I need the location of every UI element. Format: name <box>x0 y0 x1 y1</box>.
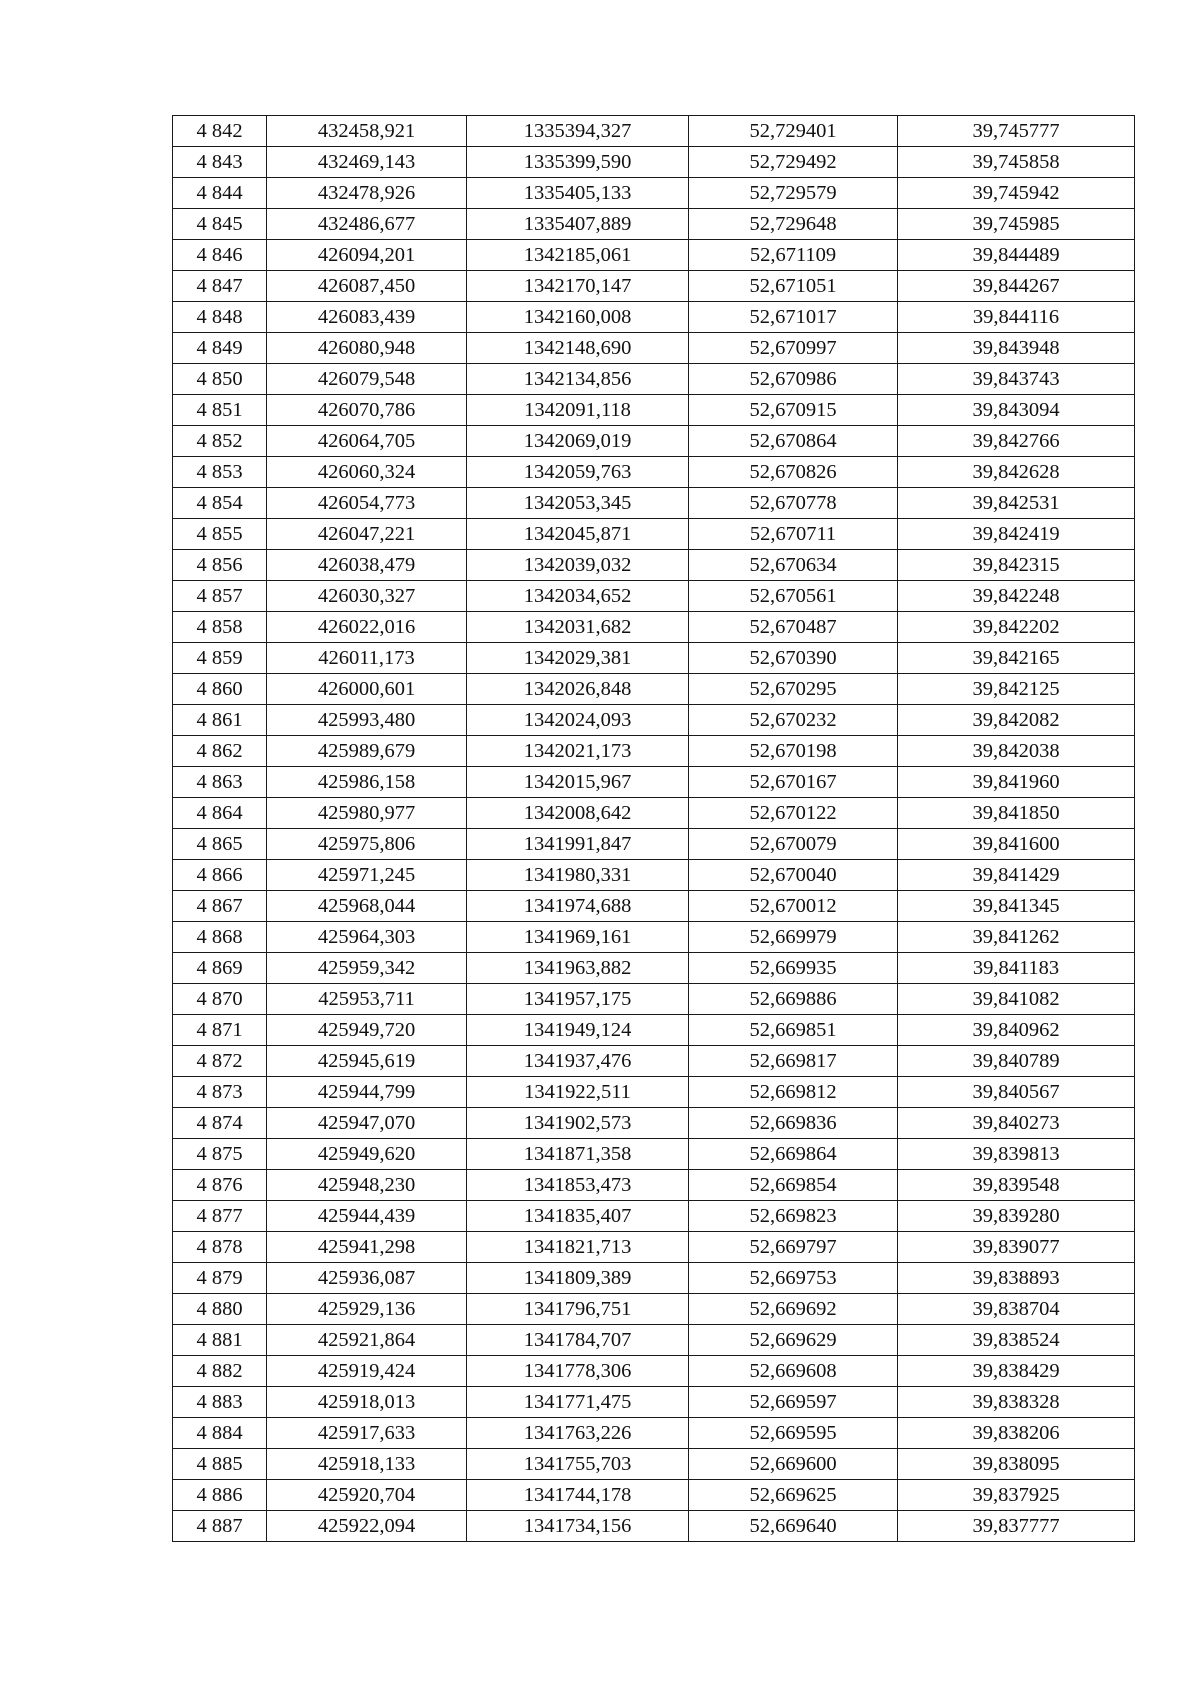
y-coordinate-cell: 1335405,133 <box>467 178 689 209</box>
latitude-cell: 52,670122 <box>689 798 898 829</box>
x-coordinate-cell: 426094,201 <box>267 240 467 271</box>
point-number-cell: 4 875 <box>173 1139 267 1170</box>
table-row <box>173 705 1135 736</box>
latitude-cell: 52,670012 <box>689 891 898 922</box>
longitude-cell: 39,838524 <box>898 1325 1135 1356</box>
y-coordinate-cell: 1341763,226 <box>467 1418 689 1449</box>
x-coordinate-cell: 425948,230 <box>267 1170 467 1201</box>
table-row <box>173 333 1135 364</box>
y-coordinate-cell: 1335399,590 <box>467 147 689 178</box>
latitude-cell: 52,670040 <box>689 860 898 891</box>
point-number-cell: 4 878 <box>173 1232 267 1263</box>
longitude-cell: 39,842165 <box>898 643 1135 674</box>
latitude-cell: 52,670997 <box>689 333 898 364</box>
x-coordinate-cell: 425918,133 <box>267 1449 467 1480</box>
y-coordinate-cell: 1341974,688 <box>467 891 689 922</box>
point-number-cell: 4 858 <box>173 612 267 643</box>
x-coordinate-cell: 425975,806 <box>267 829 467 860</box>
table-row <box>173 829 1135 860</box>
y-coordinate-cell: 1342015,967 <box>467 767 689 798</box>
point-number-cell: 4 851 <box>173 395 267 426</box>
x-coordinate-cell: 425920,704 <box>267 1480 467 1511</box>
longitude-cell: 39,839813 <box>898 1139 1135 1170</box>
point-number-cell: 4 870 <box>173 984 267 1015</box>
point-number-cell: 4 857 <box>173 581 267 612</box>
y-coordinate-cell: 1341902,573 <box>467 1108 689 1139</box>
longitude-cell: 39,745942 <box>898 178 1135 209</box>
y-coordinate-cell: 1342185,061 <box>467 240 689 271</box>
point-number-cell: 4 871 <box>173 1015 267 1046</box>
point-number-cell: 4 874 <box>173 1108 267 1139</box>
longitude-cell: 39,840789 <box>898 1046 1135 1077</box>
y-coordinate-cell: 1342021,173 <box>467 736 689 767</box>
table-row <box>173 1201 1135 1232</box>
table-row <box>173 426 1135 457</box>
x-coordinate-cell: 425919,424 <box>267 1356 467 1387</box>
x-coordinate-cell: 425936,087 <box>267 1263 467 1294</box>
y-coordinate-cell: 1341778,306 <box>467 1356 689 1387</box>
table-row <box>173 488 1135 519</box>
table-row <box>173 860 1135 891</box>
latitude-cell: 52,670711 <box>689 519 898 550</box>
table-row <box>173 1449 1135 1480</box>
latitude-cell: 52,670295 <box>689 674 898 705</box>
x-coordinate-cell: 425921,864 <box>267 1325 467 1356</box>
point-number-cell: 4 884 <box>173 1418 267 1449</box>
table-row <box>173 1263 1135 1294</box>
x-coordinate-cell: 426087,450 <box>267 271 467 302</box>
latitude-cell: 52,669854 <box>689 1170 898 1201</box>
table-row <box>173 1015 1135 1046</box>
x-coordinate-cell: 425959,342 <box>267 953 467 984</box>
y-coordinate-cell: 1342039,032 <box>467 550 689 581</box>
latitude-cell: 52,729648 <box>689 209 898 240</box>
longitude-cell: 39,842766 <box>898 426 1135 457</box>
y-coordinate-cell: 1342134,856 <box>467 364 689 395</box>
y-coordinate-cell: 1342059,763 <box>467 457 689 488</box>
table-row <box>173 1387 1135 1418</box>
longitude-cell: 39,838893 <box>898 1263 1135 1294</box>
latitude-cell: 52,670561 <box>689 581 898 612</box>
y-coordinate-cell: 1342069,019 <box>467 426 689 457</box>
y-coordinate-cell: 1341809,389 <box>467 1263 689 1294</box>
point-number-cell: 4 846 <box>173 240 267 271</box>
longitude-cell: 39,842531 <box>898 488 1135 519</box>
y-coordinate-cell: 1342026,848 <box>467 674 689 705</box>
point-number-cell: 4 880 <box>173 1294 267 1325</box>
point-number-cell: 4 852 <box>173 426 267 457</box>
point-number-cell: 4 864 <box>173 798 267 829</box>
table-row <box>173 364 1135 395</box>
point-number-cell: 4 873 <box>173 1077 267 1108</box>
y-coordinate-cell: 1342008,642 <box>467 798 689 829</box>
longitude-cell: 39,841600 <box>898 829 1135 860</box>
x-coordinate-cell: 426011,173 <box>267 643 467 674</box>
point-number-cell: 4 849 <box>173 333 267 364</box>
point-number-cell: 4 883 <box>173 1387 267 1418</box>
point-number-cell: 4 882 <box>173 1356 267 1387</box>
longitude-cell: 39,745858 <box>898 147 1135 178</box>
longitude-cell: 39,839077 <box>898 1232 1135 1263</box>
longitude-cell: 39,840962 <box>898 1015 1135 1046</box>
point-number-cell: 4 855 <box>173 519 267 550</box>
table-row <box>173 116 1135 147</box>
table-row <box>173 767 1135 798</box>
longitude-cell: 39,842419 <box>898 519 1135 550</box>
point-number-cell: 4 854 <box>173 488 267 519</box>
x-coordinate-cell: 426080,948 <box>267 333 467 364</box>
point-number-cell: 4 861 <box>173 705 267 736</box>
x-coordinate-cell: 426022,016 <box>267 612 467 643</box>
y-coordinate-cell: 1341755,703 <box>467 1449 689 1480</box>
table-row <box>173 302 1135 333</box>
table-row <box>173 798 1135 829</box>
x-coordinate-cell: 426038,479 <box>267 550 467 581</box>
y-coordinate-cell: 1342034,652 <box>467 581 689 612</box>
latitude-cell: 52,669629 <box>689 1325 898 1356</box>
x-coordinate-cell: 432469,143 <box>267 147 467 178</box>
point-number-cell: 4 867 <box>173 891 267 922</box>
y-coordinate-cell: 1341744,178 <box>467 1480 689 1511</box>
latitude-cell: 52,670198 <box>689 736 898 767</box>
longitude-cell: 39,842202 <box>898 612 1135 643</box>
point-number-cell: 4 845 <box>173 209 267 240</box>
table-row <box>173 1356 1135 1387</box>
point-number-cell: 4 885 <box>173 1449 267 1480</box>
latitude-cell: 52,729579 <box>689 178 898 209</box>
point-number-cell: 4 844 <box>173 178 267 209</box>
y-coordinate-cell: 1342029,381 <box>467 643 689 674</box>
y-coordinate-cell: 1341980,331 <box>467 860 689 891</box>
x-coordinate-cell: 426070,786 <box>267 395 467 426</box>
latitude-cell: 52,669886 <box>689 984 898 1015</box>
longitude-cell: 39,841262 <box>898 922 1135 953</box>
table-row <box>173 612 1135 643</box>
x-coordinate-cell: 425971,245 <box>267 860 467 891</box>
latitude-cell: 52,669935 <box>689 953 898 984</box>
longitude-cell: 39,840567 <box>898 1077 1135 1108</box>
y-coordinate-cell: 1335407,889 <box>467 209 689 240</box>
coordinates-table <box>172 115 1135 1542</box>
x-coordinate-cell: 426000,601 <box>267 674 467 705</box>
x-coordinate-cell: 426064,705 <box>267 426 467 457</box>
x-coordinate-cell: 432478,926 <box>267 178 467 209</box>
longitude-cell: 39,838328 <box>898 1387 1135 1418</box>
latitude-cell: 52,669692 <box>689 1294 898 1325</box>
point-number-cell: 4 850 <box>173 364 267 395</box>
latitude-cell: 52,670826 <box>689 457 898 488</box>
table-row <box>173 922 1135 953</box>
longitude-cell: 39,839280 <box>898 1201 1135 1232</box>
table-row <box>173 1170 1135 1201</box>
latitude-cell: 52,670487 <box>689 612 898 643</box>
point-number-cell: 4 872 <box>173 1046 267 1077</box>
point-number-cell: 4 843 <box>173 147 267 178</box>
point-number-cell: 4 842 <box>173 116 267 147</box>
table-row <box>173 1108 1135 1139</box>
y-coordinate-cell: 1341871,358 <box>467 1139 689 1170</box>
point-number-cell: 4 881 <box>173 1325 267 1356</box>
x-coordinate-cell: 425968,044 <box>267 891 467 922</box>
y-coordinate-cell: 1341957,175 <box>467 984 689 1015</box>
table-row <box>173 1480 1135 1511</box>
latitude-cell: 52,671051 <box>689 271 898 302</box>
longitude-cell: 39,842315 <box>898 550 1135 581</box>
longitude-cell: 39,841960 <box>898 767 1135 798</box>
point-number-cell: 4 865 <box>173 829 267 860</box>
x-coordinate-cell: 425944,439 <box>267 1201 467 1232</box>
latitude-cell: 52,729492 <box>689 147 898 178</box>
longitude-cell: 39,844267 <box>898 271 1135 302</box>
latitude-cell: 52,671017 <box>689 302 898 333</box>
x-coordinate-cell: 426083,439 <box>267 302 467 333</box>
x-coordinate-cell: 425953,711 <box>267 984 467 1015</box>
x-coordinate-cell: 425993,480 <box>267 705 467 736</box>
y-coordinate-cell: 1342024,093 <box>467 705 689 736</box>
x-coordinate-cell: 425989,679 <box>267 736 467 767</box>
y-coordinate-cell: 1342091,118 <box>467 395 689 426</box>
latitude-cell: 52,670634 <box>689 550 898 581</box>
point-number-cell: 4 877 <box>173 1201 267 1232</box>
longitude-cell: 39,843743 <box>898 364 1135 395</box>
y-coordinate-cell: 1341821,713 <box>467 1232 689 1263</box>
x-coordinate-cell: 425986,158 <box>267 767 467 798</box>
y-coordinate-cell: 1341963,882 <box>467 953 689 984</box>
longitude-cell: 39,841082 <box>898 984 1135 1015</box>
latitude-cell: 52,669797 <box>689 1232 898 1263</box>
latitude-cell: 52,669851 <box>689 1015 898 1046</box>
longitude-cell: 39,843948 <box>898 333 1135 364</box>
x-coordinate-cell: 425922,094 <box>267 1511 467 1542</box>
x-coordinate-cell: 426060,324 <box>267 457 467 488</box>
latitude-cell: 52,670232 <box>689 705 898 736</box>
latitude-cell: 52,669625 <box>689 1480 898 1511</box>
point-number-cell: 4 868 <box>173 922 267 953</box>
table-row <box>173 209 1135 240</box>
table-row <box>173 891 1135 922</box>
y-coordinate-cell: 1341937,476 <box>467 1046 689 1077</box>
point-number-cell: 4 869 <box>173 953 267 984</box>
table-row <box>173 1511 1135 1542</box>
x-coordinate-cell: 425929,136 <box>267 1294 467 1325</box>
latitude-cell: 52,671109 <box>689 240 898 271</box>
x-coordinate-cell: 425980,977 <box>267 798 467 829</box>
latitude-cell: 52,670390 <box>689 643 898 674</box>
x-coordinate-cell: 426054,773 <box>267 488 467 519</box>
latitude-cell: 52,669836 <box>689 1108 898 1139</box>
longitude-cell: 39,841345 <box>898 891 1135 922</box>
latitude-cell: 52,669753 <box>689 1263 898 1294</box>
point-number-cell: 4 876 <box>173 1170 267 1201</box>
y-coordinate-cell: 1342031,682 <box>467 612 689 643</box>
y-coordinate-cell: 1341949,124 <box>467 1015 689 1046</box>
x-coordinate-cell: 425947,070 <box>267 1108 467 1139</box>
x-coordinate-cell: 425964,303 <box>267 922 467 953</box>
table-row <box>173 395 1135 426</box>
table-row <box>173 643 1135 674</box>
y-coordinate-cell: 1342053,345 <box>467 488 689 519</box>
point-number-cell: 4 853 <box>173 457 267 488</box>
longitude-cell: 39,843094 <box>898 395 1135 426</box>
latitude-cell: 52,670778 <box>689 488 898 519</box>
longitude-cell: 39,841429 <box>898 860 1135 891</box>
longitude-cell: 39,838206 <box>898 1418 1135 1449</box>
longitude-cell: 39,841850 <box>898 798 1135 829</box>
x-coordinate-cell: 425941,298 <box>267 1232 467 1263</box>
y-coordinate-cell: 1341771,475 <box>467 1387 689 1418</box>
longitude-cell: 39,838429 <box>898 1356 1135 1387</box>
x-coordinate-cell: 425917,633 <box>267 1418 467 1449</box>
table-row <box>173 1046 1135 1077</box>
y-coordinate-cell: 1335394,327 <box>467 116 689 147</box>
y-coordinate-cell: 1341734,156 <box>467 1511 689 1542</box>
table-row <box>173 550 1135 581</box>
point-number-cell: 4 862 <box>173 736 267 767</box>
y-coordinate-cell: 1341922,511 <box>467 1077 689 1108</box>
longitude-cell: 39,838095 <box>898 1449 1135 1480</box>
x-coordinate-cell: 426030,327 <box>267 581 467 612</box>
table-row <box>173 1294 1135 1325</box>
y-coordinate-cell: 1341835,407 <box>467 1201 689 1232</box>
latitude-cell: 52,669864 <box>689 1139 898 1170</box>
table-row <box>173 457 1135 488</box>
x-coordinate-cell: 426047,221 <box>267 519 467 550</box>
latitude-cell: 52,670915 <box>689 395 898 426</box>
y-coordinate-cell: 1342045,871 <box>467 519 689 550</box>
coordinates-table-body <box>173 116 1135 1542</box>
x-coordinate-cell: 425918,013 <box>267 1387 467 1418</box>
y-coordinate-cell: 1342148,690 <box>467 333 689 364</box>
latitude-cell: 52,669608 <box>689 1356 898 1387</box>
latitude-cell: 52,670079 <box>689 829 898 860</box>
longitude-cell: 39,837925 <box>898 1480 1135 1511</box>
latitude-cell: 52,669817 <box>689 1046 898 1077</box>
y-coordinate-cell: 1342170,147 <box>467 271 689 302</box>
longitude-cell: 39,839548 <box>898 1170 1135 1201</box>
longitude-cell: 39,844116 <box>898 302 1135 333</box>
longitude-cell: 39,842628 <box>898 457 1135 488</box>
longitude-cell: 39,842038 <box>898 736 1135 767</box>
point-number-cell: 4 860 <box>173 674 267 705</box>
table-row <box>173 1232 1135 1263</box>
latitude-cell: 52,670986 <box>689 364 898 395</box>
point-number-cell: 4 859 <box>173 643 267 674</box>
point-number-cell: 4 887 <box>173 1511 267 1542</box>
latitude-cell: 52,669823 <box>689 1201 898 1232</box>
longitude-cell: 39,844489 <box>898 240 1135 271</box>
latitude-cell: 52,669597 <box>689 1387 898 1418</box>
table-row <box>173 271 1135 302</box>
x-coordinate-cell: 432486,677 <box>267 209 467 240</box>
latitude-cell: 52,670167 <box>689 767 898 798</box>
table-row <box>173 581 1135 612</box>
longitude-cell: 39,842125 <box>898 674 1135 705</box>
table-row <box>173 984 1135 1015</box>
latitude-cell: 52,669595 <box>689 1418 898 1449</box>
longitude-cell: 39,841183 <box>898 953 1135 984</box>
table-row <box>173 1139 1135 1170</box>
latitude-cell: 52,670864 <box>689 426 898 457</box>
longitude-cell: 39,840273 <box>898 1108 1135 1139</box>
x-coordinate-cell: 425949,620 <box>267 1139 467 1170</box>
y-coordinate-cell: 1341796,751 <box>467 1294 689 1325</box>
table-row <box>173 147 1135 178</box>
y-coordinate-cell: 1341784,707 <box>467 1325 689 1356</box>
latitude-cell: 52,729401 <box>689 116 898 147</box>
longitude-cell: 39,842082 <box>898 705 1135 736</box>
table-row <box>173 736 1135 767</box>
latitude-cell: 52,669600 <box>689 1449 898 1480</box>
y-coordinate-cell: 1341969,161 <box>467 922 689 953</box>
point-number-cell: 4 866 <box>173 860 267 891</box>
table-row <box>173 1325 1135 1356</box>
x-coordinate-cell: 425949,720 <box>267 1015 467 1046</box>
y-coordinate-cell: 1341853,473 <box>467 1170 689 1201</box>
point-number-cell: 4 847 <box>173 271 267 302</box>
longitude-cell: 39,745985 <box>898 209 1135 240</box>
table-row <box>173 1077 1135 1108</box>
latitude-cell: 52,669640 <box>689 1511 898 1542</box>
point-number-cell: 4 848 <box>173 302 267 333</box>
longitude-cell: 39,842248 <box>898 581 1135 612</box>
x-coordinate-cell: 426079,548 <box>267 364 467 395</box>
longitude-cell: 39,838704 <box>898 1294 1135 1325</box>
y-coordinate-cell: 1341991,847 <box>467 829 689 860</box>
longitude-cell: 39,837777 <box>898 1511 1135 1542</box>
y-coordinate-cell: 1342160,008 <box>467 302 689 333</box>
point-number-cell: 4 879 <box>173 1263 267 1294</box>
point-number-cell: 4 886 <box>173 1480 267 1511</box>
point-number-cell: 4 856 <box>173 550 267 581</box>
longitude-cell: 39,745777 <box>898 116 1135 147</box>
x-coordinate-cell: 432458,921 <box>267 116 467 147</box>
point-number-cell: 4 863 <box>173 767 267 798</box>
x-coordinate-cell: 425944,799 <box>267 1077 467 1108</box>
x-coordinate-cell: 425945,619 <box>267 1046 467 1077</box>
table-row <box>173 1418 1135 1449</box>
table-row <box>173 178 1135 209</box>
latitude-cell: 52,669812 <box>689 1077 898 1108</box>
table-row <box>173 674 1135 705</box>
table-row <box>173 953 1135 984</box>
latitude-cell: 52,669979 <box>689 922 898 953</box>
table-row <box>173 519 1135 550</box>
table-row <box>173 240 1135 271</box>
